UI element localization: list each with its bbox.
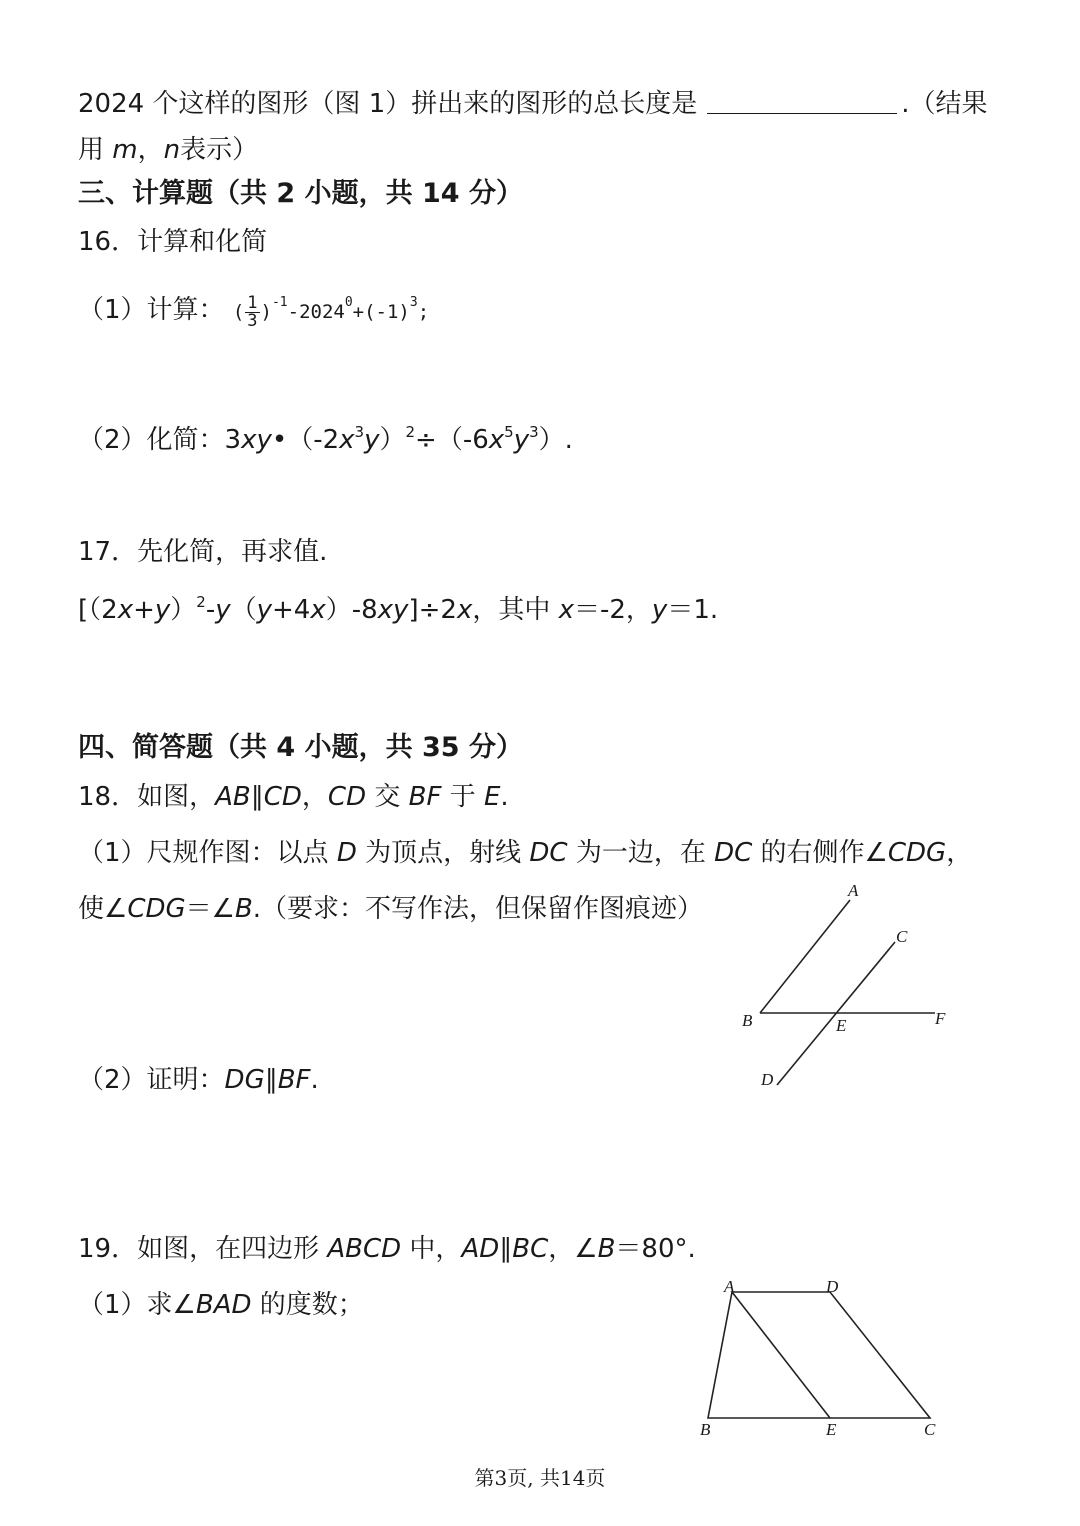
- term: +4: [272, 595, 311, 625]
- q19-figure: [690, 1272, 950, 1442]
- var-m: m: [112, 135, 138, 165]
- fraction-numerator: 1: [247, 293, 258, 313]
- intro-prefix: 用: [78, 135, 113, 165]
- q16-p1-label: （1）计算：: [78, 295, 225, 325]
- term: 为一边，在: [567, 838, 715, 868]
- var: D: [336, 838, 357, 868]
- var: DG: [224, 1065, 265, 1095]
- term: ]÷2: [408, 595, 457, 625]
- q18-part1-line2: [78, 893, 703, 925]
- var: DC: [529, 838, 568, 868]
- var: x: [339, 425, 355, 455]
- answer-blank[interactable]: [707, 91, 897, 114]
- var: B: [234, 894, 253, 924]
- comma: ，: [137, 135, 164, 165]
- term: （1）求∠: [78, 1290, 196, 1320]
- parallel-symbol: ∥: [250, 782, 264, 812]
- term: ，其中: [472, 595, 559, 625]
- var: ABCD: [327, 1234, 402, 1264]
- term: .: [500, 782, 509, 812]
- q18-figure: [730, 878, 970, 1093]
- term: 于: [441, 782, 484, 812]
- q18-part2: [78, 1064, 319, 1096]
- q16-part1: [78, 294, 429, 330]
- label-a: A: [848, 881, 859, 900]
- exponent: 3: [529, 423, 539, 441]
- term: （: [230, 595, 257, 625]
- term: 的右侧作∠: [752, 838, 888, 868]
- term: ）: [379, 425, 406, 455]
- var: y: [215, 595, 231, 625]
- q18-title: [78, 781, 509, 813]
- label-b: B: [700, 1420, 711, 1439]
- term: .: [310, 1065, 319, 1095]
- term: 19．如图，在四边形: [78, 1234, 328, 1264]
- var: x: [310, 595, 326, 625]
- term: 中，: [401, 1234, 462, 1264]
- term: 使∠: [78, 894, 128, 924]
- var: DC: [714, 838, 753, 868]
- term: ，: [946, 838, 973, 868]
- exponent: 5: [504, 423, 514, 441]
- var: BF: [408, 782, 442, 812]
- term: 交: [366, 782, 409, 812]
- q18-part1-line1: [78, 837, 972, 869]
- var: BF: [277, 1065, 311, 1095]
- var: y: [256, 595, 273, 625]
- exponent: 3: [354, 423, 365, 441]
- var: BC: [512, 1234, 549, 1264]
- intro-line-1: [78, 88, 988, 120]
- term: [（2: [78, 595, 118, 625]
- term: .（要求：不写作法，但保留作图痕迹）: [252, 894, 704, 924]
- var: xy: [241, 425, 272, 455]
- label-c: C: [896, 927, 908, 946]
- term: 的度数；: [251, 1290, 364, 1320]
- parallel-symbol: ∥: [264, 1065, 278, 1095]
- var-n: n: [163, 135, 181, 165]
- label-d: D: [826, 1277, 839, 1296]
- term: ）: [170, 595, 197, 625]
- q19-part1: [78, 1289, 364, 1321]
- var: AB: [215, 782, 251, 812]
- var: x: [456, 595, 473, 625]
- intro-tail: .（结果: [901, 89, 988, 119]
- label-d: D: [761, 1070, 774, 1089]
- term: ＝-2，: [573, 595, 652, 625]
- term: 3: [224, 425, 242, 455]
- page-footer: 第3页, 共14页: [474, 1466, 606, 1490]
- var: BAD: [195, 1290, 252, 1320]
- line-ab: [760, 900, 850, 1013]
- var: y: [364, 425, 380, 455]
- var: x: [117, 595, 134, 625]
- term: （2）证明：: [78, 1065, 225, 1095]
- exponent: 3: [409, 295, 418, 310]
- quadrilateral-abcd: [708, 1292, 930, 1418]
- q19-title: [78, 1233, 696, 1265]
- term: ＝1.: [667, 595, 719, 625]
- label-f: F: [935, 1009, 946, 1028]
- exponent: 2: [196, 593, 206, 611]
- exponent: 2: [405, 423, 416, 441]
- term: ，: [301, 782, 328, 812]
- intro-suffix: 表示）: [180, 135, 259, 165]
- var: B: [597, 1234, 616, 1264]
- term: （1）尺规作图：以点: [78, 838, 337, 868]
- term: 18．如图，: [78, 782, 216, 812]
- var: y: [154, 595, 171, 625]
- q16-title: 16．计算和化简: [78, 227, 268, 257]
- term: •（-2: [271, 425, 340, 455]
- var: x: [488, 425, 505, 455]
- fraction: [245, 295, 259, 330]
- term: ）.: [538, 425, 573, 455]
- label-c: C: [924, 1420, 936, 1439]
- q16-p1-expression: ( $\frac{1}{3}$ )$^{-1}-2024^0+(-1)^3$;: [232, 293, 430, 331]
- label-e: E: [826, 1420, 837, 1439]
- q16-p2-label: （2）化简：: [78, 425, 225, 455]
- term: -: [205, 595, 216, 625]
- term: +: [133, 595, 155, 625]
- var: CD: [327, 782, 367, 812]
- label-a: A: [724, 1277, 735, 1296]
- term: ;: [417, 301, 430, 323]
- label-e: E: [836, 1016, 847, 1035]
- term: ÷（-6: [415, 425, 489, 455]
- q17-expression: [78, 594, 718, 626]
- term: ）-8: [325, 595, 378, 625]
- section-3-title: 三、计算题（共 2 小题，共 14 分）: [78, 178, 523, 209]
- var: y: [513, 425, 530, 455]
- var: CDG: [127, 894, 186, 924]
- term: +(-1): [352, 301, 410, 323]
- intro-line-2: [78, 134, 258, 166]
- parallel-symbol: ∥: [499, 1234, 513, 1264]
- var: CDG: [887, 838, 947, 868]
- segment-ae: [732, 1292, 830, 1418]
- intro-text: 2024 个这样的图形（图 1）拼出来的图形的总长度是: [78, 89, 698, 119]
- term: ＝80°.: [615, 1234, 696, 1264]
- term: ，∠: [548, 1234, 598, 1264]
- exponent: 0: [344, 295, 353, 310]
- label-b: B: [742, 1011, 753, 1030]
- section-4-title: 四、简答题（共 4 小题，共 35 分）: [78, 732, 523, 763]
- var: AD: [461, 1234, 500, 1264]
- var: CD: [263, 782, 302, 812]
- term: -2024: [287, 301, 345, 323]
- var: xy: [377, 595, 409, 625]
- var: E: [483, 782, 501, 812]
- fraction-denominator: 3: [247, 311, 258, 331]
- term: 为顶点，射线: [356, 838, 530, 868]
- var: y: [651, 595, 668, 625]
- exponent: -1: [271, 295, 288, 310]
- q17-title: 17．先化简，再求值.: [78, 537, 328, 567]
- q16-part2: [78, 424, 573, 456]
- var: x: [558, 595, 574, 625]
- term: ＝∠: [185, 894, 235, 924]
